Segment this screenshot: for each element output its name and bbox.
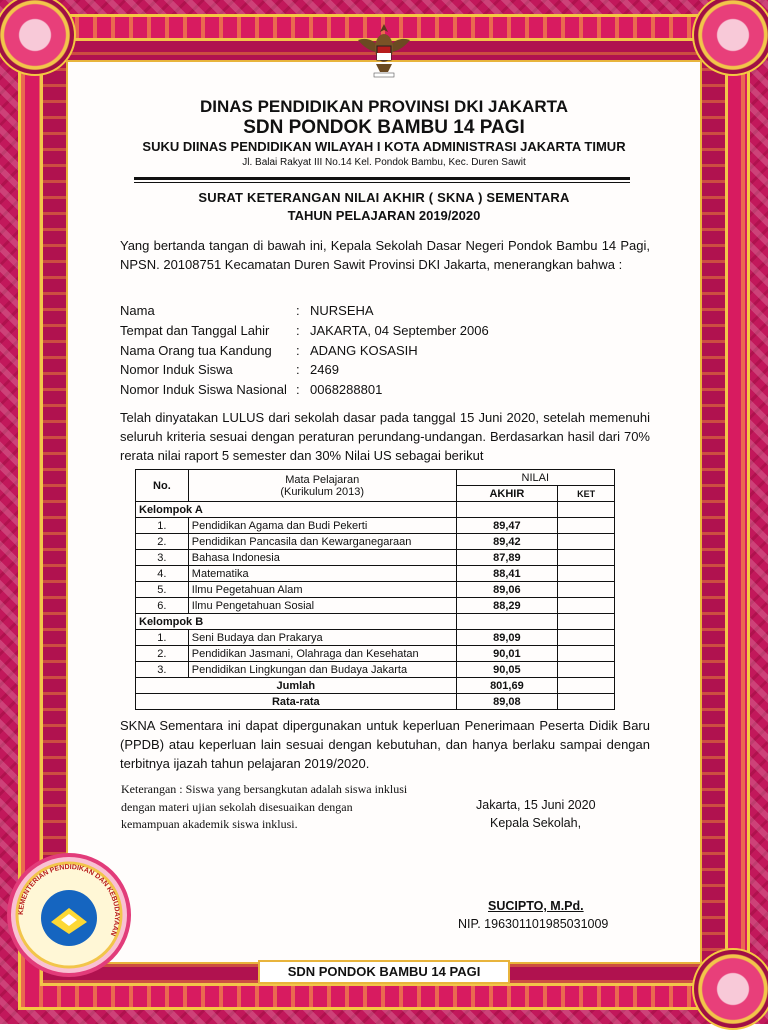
corner-ornament [692,948,768,1030]
row-ket [558,598,615,614]
group-label: Kelompok B [136,614,457,630]
row-score: 89,09 [456,630,558,646]
logo-ring-text: KEMENTERIAN PENDIDIKAN DAN KEBUDAYAAN [17,863,121,937]
row-subject: Pendidikan Jasmani, Olahraga dan Kesehatan [188,646,456,662]
student-value: 2469 [310,362,339,377]
table-row [136,646,615,662]
row-subject: Seni Budaya dan Prakarya [188,630,456,646]
principal-nip: NIP. 196301101985031009 [458,917,609,931]
garuda-emblem-icon [352,18,416,82]
intro-paragraph: Yang bertanda tangan di bawah ini, Kepala Sekolah Dasar Negeri Pondok Bambu 14 Pagi, NPSN. 20108751 Kecamatan Duren Sawit Provinsi DKI Jakarta, menerangkan bahwa : [120,238,650,272]
note-line: kemampuan akademik siswa inklusi. [121,817,298,831]
row-ket [558,566,615,582]
colon: : [296,362,300,377]
colon: : [296,303,300,318]
kemendikbud-logo-icon [6,852,132,978]
group-row [136,502,615,518]
table-row [136,630,615,646]
row-no: 2. [136,646,189,662]
header-no: No. [136,470,189,502]
row-ket [558,518,615,534]
header-divider [134,177,630,180]
total-value: 801,69 [456,678,558,694]
table-row [136,582,615,598]
student-label: Nomor Induk Siswa [120,362,233,377]
signature-position: Kepala Sekolah, [490,816,582,830]
principal-name: SUCIPTO, M.Pd. [488,899,584,913]
row-no: 3. [136,550,189,566]
footer-school-name: SDN PONDOK BAMBU 14 PAGI [258,960,510,984]
academic-year: TAHUN PELAJARAN 2019/2020 [287,208,481,223]
student-value: JAKARTA, 04 September 2006 [310,323,489,338]
row-score: 90,01 [456,646,558,662]
row-ket [558,534,615,550]
student-label: Nama Orang tua Kandung [120,343,272,358]
school-address: Jl. Balai Rakyat III No.14 Kel. Pondok Bambu, Kec. Duren Sawit [242,157,526,168]
row-no: 3. [136,662,189,678]
header-subject-line2: (Kurikulum 2013) [280,485,365,498]
row-subject: Ilmu Pengetahuan Sosial [188,598,456,614]
document-title: SURAT KETERANGAN NILAI AKHIR ( SKNA ) SEMENTARA [198,190,570,205]
row-subject: Pendidikan Pancasila dan Kewarganegaraan [188,534,456,550]
row-subject: Matematika [188,566,456,582]
student-value: 0068288801 [310,382,383,397]
row-ket [558,550,615,566]
signature-place-date: Jakarta, 15 Juni 2020 [476,798,596,812]
grades-table [135,469,615,710]
row-no: 1. [136,518,189,534]
student-label: Nama [120,303,155,318]
row-score: 87,89 [456,550,558,566]
row-score: 88,29 [456,598,558,614]
total-row [136,678,615,694]
row-score: 89,42 [456,534,558,550]
average-label: Rata-rata [136,694,457,710]
colon: : [296,323,300,338]
table-row [136,662,615,678]
empty-cell [558,678,615,694]
row-subject: Ilmu Pegetahuan Alam [188,582,456,598]
student-value: NURSEHA [310,303,374,318]
colon: : [296,343,300,358]
empty-cell [456,502,558,518]
average-row [136,694,615,710]
empty-cell [558,614,615,630]
student-label: Tempat dan Tanggal Lahir [120,323,270,338]
row-no: 2. [136,534,189,550]
average-value: 89,08 [456,694,558,710]
row-no: 6. [136,598,189,614]
header-nilai: NILAI [456,470,614,486]
student-value: ADANG KOSASIH [310,343,418,358]
row-score: 88,41 [456,566,558,582]
group-row [136,614,615,630]
empty-cell [558,694,615,710]
table-row [136,598,615,614]
table-row [136,534,615,550]
header-ket: KET [558,486,615,502]
table-row [136,566,615,582]
graduation-statement: Telah dinyatakan LULUS dari sekolah dasar pada tanggal 15 Juni 2020, setelah memenuhi seluruh kriteria sesuai dengan peraturan perundang-undangan. Berdasarkan hasil dari 70% rerata nilai raport 5 semester dan 30% Nilai US sebagai berikut [120,410,650,463]
row-no: 4. [136,566,189,582]
note-line: dengan materi ujian sekolah disesuaikan dengan [121,800,353,814]
group-label: Kelompok A [136,502,457,518]
colon: : [296,382,300,397]
row-subject: Bahasa Indonesia [188,550,456,566]
header-subject-line1: Mata Pelajaran [285,473,360,486]
row-score: 90,05 [456,662,558,678]
table-row [136,550,615,566]
header-akhir: AKHIR [456,486,558,502]
agency-name: DINAS PENDIDIKAN PROVINSI DKI JAKARTA [199,97,569,116]
header-divider-thin [134,182,630,183]
row-ket [558,662,615,678]
closing-paragraph: SKNA Sementara ini dapat dipergunakan untuk keperluan Penerimaan Peserta Didik Baru (PPDB) atau keperluan lain sesuai dengan kebutuhan, dan hanya berlaku sampai dengan terbitnya ijazah tahun pelajaran 2019/2020. [120,718,650,771]
row-score: 89,47 [456,518,558,534]
empty-cell [558,502,615,518]
empty-cell [456,614,558,630]
total-label: Jumlah [136,678,457,694]
row-ket [558,582,615,598]
row-ket [558,630,615,646]
row-no: 5. [136,582,189,598]
school-name: SDN PONDOK BAMBU 14 PAGI [243,117,525,138]
student-label: Nomor Induk Siswa Nasional [120,382,287,397]
row-ket [558,646,615,662]
row-score: 89,06 [456,582,558,598]
row-subject: Pendidikan Agama dan Budi Pekerti [188,518,456,534]
table-header-row [136,470,615,486]
note-line: Keterangan : Siswa yang bersangkutan adalah siswa inklusi [121,782,408,796]
sub-agency-name: SUKU DIINAS PENDIDIKAN WILAYAH I KOTA ADMINISTRASI JAKARTA TIMUR [142,139,626,154]
header-subject [188,470,456,502]
table-row [136,518,615,534]
row-no: 1. [136,630,189,646]
row-subject: Pendidikan Lingkungan dan Budaya Jakarta [188,662,456,678]
